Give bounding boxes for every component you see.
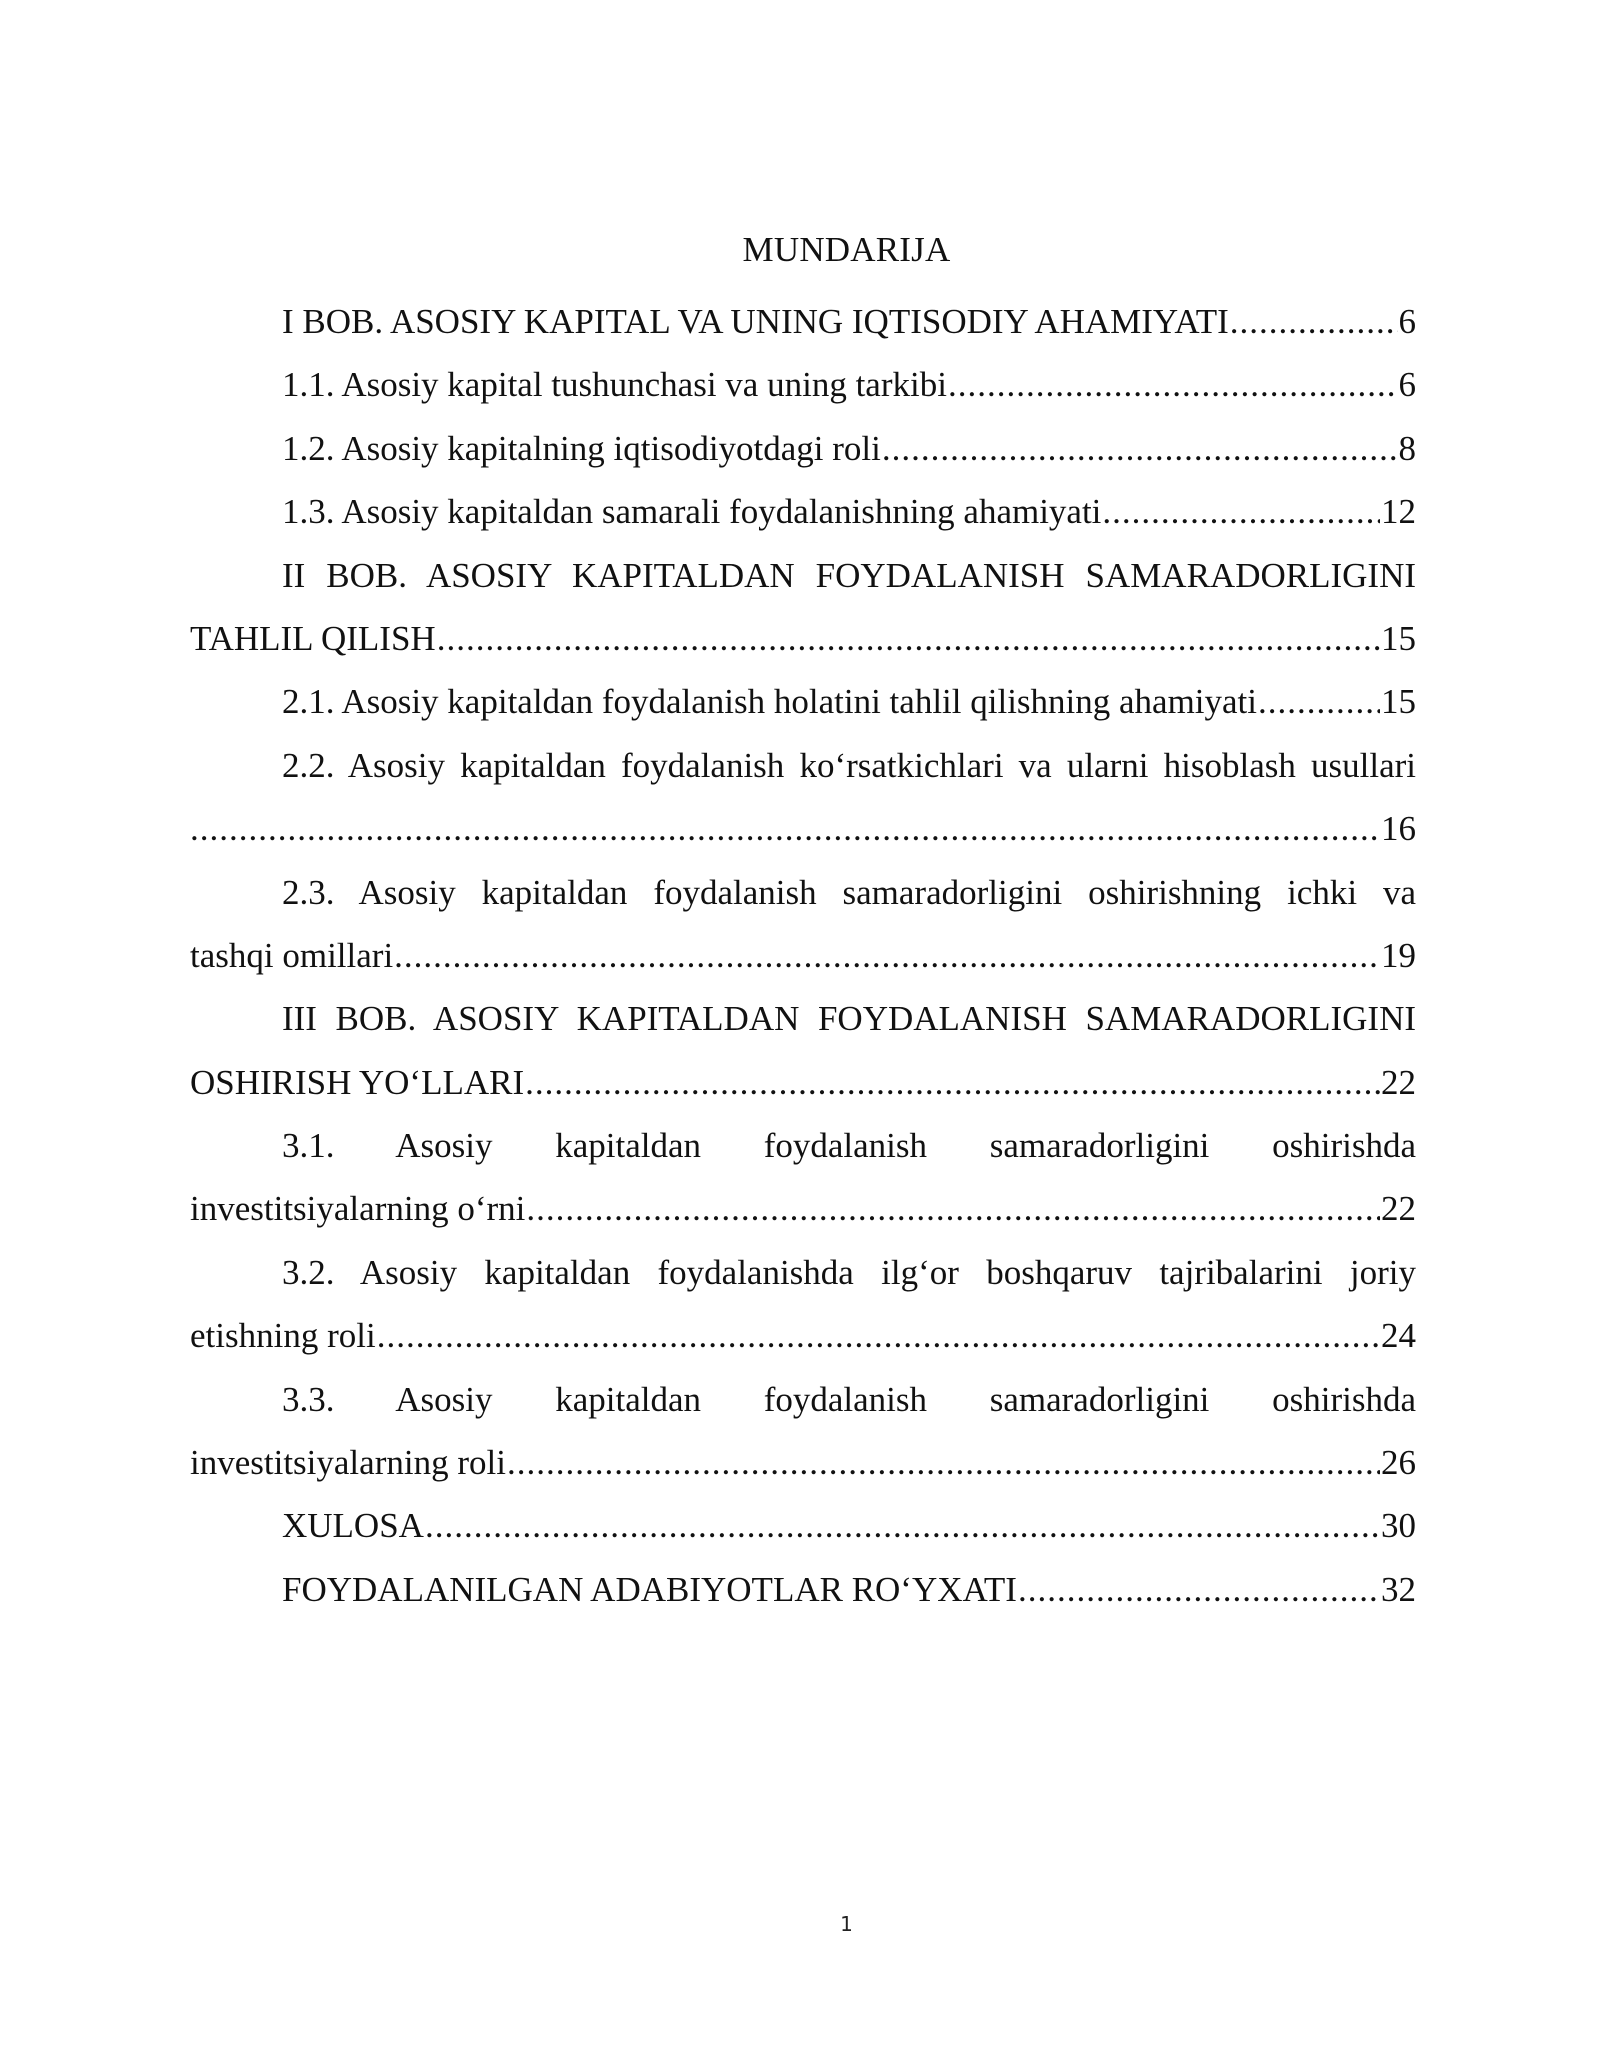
toc-entry-page: 6 (1398, 365, 1416, 405)
table-of-contents (190, 290, 1416, 1621)
dot-leader (1230, 290, 1398, 353)
toc-entry-3-1-line1[interactable]: 3.1. Asosiy kapitaldan foydalanish samaradorligini oshirishda (282, 1126, 1416, 1166)
dot-leader (1018, 1558, 1380, 1621)
toc-entry-text: OSHIRISH YO‘LLARI (190, 1062, 525, 1102)
toc-entry-text: XULOSA (282, 1506, 424, 1546)
toc-entry-chapter-3-line2[interactable] (190, 1051, 1416, 1114)
toc-entry-page: 22 (1381, 1189, 1416, 1229)
toc-title: MUNDARIJA (742, 230, 951, 269)
toc-entry-2-1[interactable] (190, 670, 1416, 733)
dot-leader (377, 1304, 1380, 1367)
toc-entry-2-3-line2[interactable] (190, 924, 1416, 987)
toc-entry-text: 2.1. Asosiy kapitaldan foydalanish holatini tahlil qilishning ahamiyati (282, 682, 1258, 722)
toc-entry-page: 19 (1381, 935, 1416, 975)
toc-entry-chapter-1[interactable] (190, 290, 1416, 353)
toc-entry-2-2-line1[interactable]: 2.2. Asosiy kapitaldan foydalanish ko‘rsatkichlari va ularni hisoblash usullari (282, 745, 1416, 785)
toc-entry-chapter-2-line2[interactable] (190, 607, 1416, 670)
toc-entry-references[interactable] (190, 1558, 1416, 1621)
toc-entry-text: 1.3. Asosiy kapitaldan samarali foydalanishning ahamiyati (282, 492, 1102, 532)
dot-leader (190, 797, 1380, 860)
toc-entry-3-3-line2[interactable] (190, 1431, 1416, 1494)
toc-entry-text: TAHLIL QILISH (190, 618, 436, 658)
toc-entry-page: 15 (1381, 618, 1416, 658)
dot-leader (525, 1051, 1380, 1114)
dot-leader (948, 353, 1398, 416)
toc-entry-page: 12 (1381, 492, 1416, 532)
toc-entry-3-3-line1[interactable]: 3.3. Asosiy kapitaldan foydalanish samaradorligini oshirishda (282, 1379, 1416, 1419)
toc-entry-1-2[interactable] (190, 417, 1416, 480)
toc-entry-3-2-line1[interactable]: 3.2. Asosiy kapitaldan foydalanishda ilg‘or boshqaruv tajribalarini joriy (282, 1252, 1416, 1292)
toc-entry-3-1-line2[interactable] (190, 1177, 1416, 1240)
toc-entry-2-2-line2[interactable] (190, 797, 1416, 860)
toc-entry-text: investitsiyalarning o‘rni (190, 1189, 526, 1229)
dot-leader (1258, 670, 1380, 733)
dot-leader (526, 1177, 1380, 1240)
toc-entry-page: 15 (1381, 682, 1416, 722)
dot-leader (507, 1431, 1380, 1494)
toc-entry-text: I BOB. ASOSIY KAPITAL VA UNING IQTISODIY AHAMIYATI (282, 302, 1229, 341)
toc-entry-page: 32 (1381, 1569, 1416, 1609)
toc-entry-3-2-line2[interactable] (190, 1304, 1416, 1367)
toc-entry-text: etishning roli (190, 1316, 376, 1356)
toc-entry-page: 30 (1381, 1506, 1416, 1546)
toc-entry-chapter-3-line1[interactable]: III BOB. ASOSIY KAPITALDAN FOYDALANISH SAMARADORLIGINI (282, 999, 1416, 1039)
toc-entry-page: 8 (1398, 428, 1416, 468)
toc-entry-1-3[interactable] (190, 480, 1416, 543)
toc-entry-1-1[interactable] (190, 353, 1416, 416)
dot-leader (882, 417, 1398, 480)
toc-entry-chapter-2-line1[interactable]: II BOB. ASOSIY KAPITALDAN FOYDALANISH SAMARADORLIGINI (282, 555, 1416, 595)
toc-entry-text: FOYDALANILGAN ADABIYOTLAR RO‘YXATI (282, 1569, 1017, 1609)
toc-entry-page: 26 (1381, 1443, 1416, 1483)
toc-entry-page: 6 (1398, 302, 1416, 341)
toc-entry-2-3-line1[interactable]: 2.3. Asosiy kapitaldan foydalanish samaradorligini oshirishning ichki va (282, 872, 1416, 912)
toc-entry-page: 16 (1381, 809, 1416, 849)
page-number: 1 (840, 1912, 853, 1936)
toc-entry-conclusion[interactable] (190, 1494, 1416, 1557)
toc-entry-page: 22 (1381, 1062, 1416, 1102)
toc-entry-text: investitsiyalarning roli (190, 1443, 506, 1483)
dot-leader (394, 924, 1380, 987)
dot-leader (1102, 480, 1380, 543)
toc-entry-page: 24 (1381, 1316, 1416, 1356)
toc-entry-text: 1.1. Asosiy kapital tushunchasi va uning tarkibi (282, 365, 947, 405)
dot-leader (425, 1494, 1380, 1557)
dot-leader (437, 607, 1380, 670)
toc-entry-text: tashqi omillari (190, 935, 394, 975)
toc-entry-text: 1.2. Asosiy kapitalning iqtisodiyotdagi roli (282, 428, 881, 468)
